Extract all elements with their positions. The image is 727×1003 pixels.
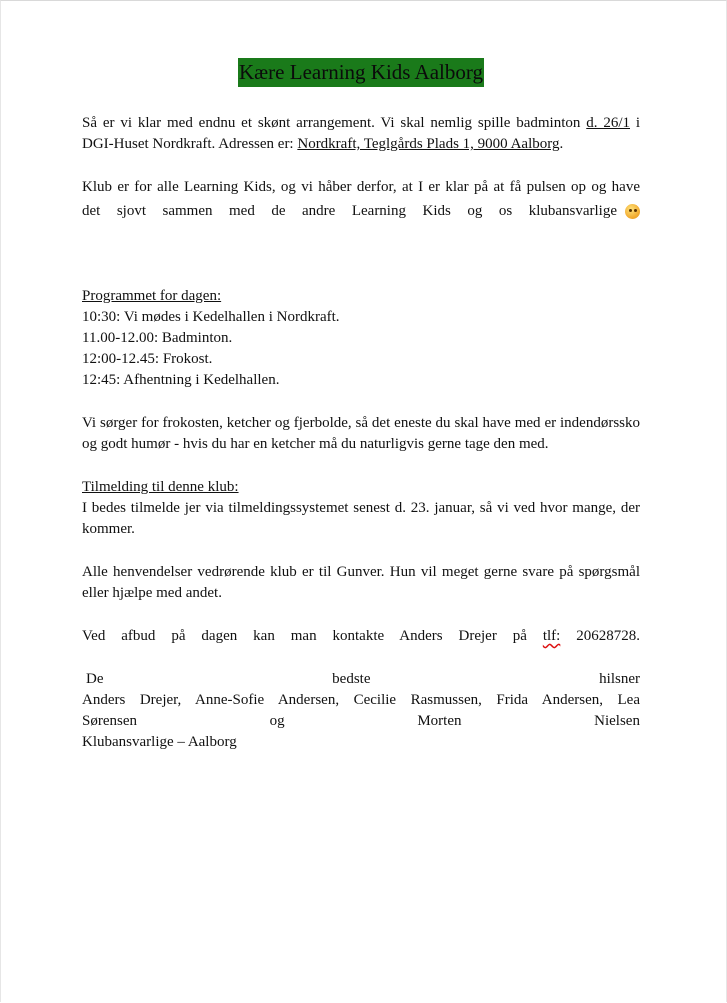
program-item: 10:30: Vi mødes i Kedelhallen i Nordkraft. xyxy=(82,309,340,325)
tlf-misspelling: tlf: xyxy=(542,628,561,644)
program-heading: Programmet for dagen: xyxy=(82,288,222,304)
club-line-2 xyxy=(82,201,640,222)
program-item: 11.00-12.00: Badminton. xyxy=(82,330,233,346)
bring-paragraph: Vi sørger for frokosten, ketcher og fjerbolde, så det eneste du skal have med er indendørssko og godt humør - hvis du har en ketcher må du naturligvis gerne tage den med. xyxy=(82,415,640,452)
club-line-1: Klub er for alle Learning Kids, og vi håber derfor, at I er klar på at få pulsen op og have xyxy=(82,179,640,195)
event-date: d. 26/1 xyxy=(586,115,630,131)
signup-heading: Tilmelding til denne klub: xyxy=(82,479,239,495)
closing-names-line-2: Sørensen og Morten Nielsen xyxy=(82,713,640,729)
intro-paragraph: Så er vi klar med endnu et skønt arrangement. Vi skal nemlig spille badminton d. 26/1 i DGI-Huset Nordkraft. Adressen er: Nordkraft, Teglgårds Plads 1, 9000 Aalborg. xyxy=(82,115,641,152)
program-item: 12:45: Afhentning i Kedelhallen. xyxy=(82,372,280,388)
signup-paragraph: I bedes tilmelde jer via tilmeldingssystemet senest d. 23. januar, så vi ved hvor mange, der kommer. xyxy=(82,500,640,537)
document-body xyxy=(82,58,640,753)
document-title: Kære Learning Kids Aalborg xyxy=(238,58,484,87)
smiley-emoji-icon xyxy=(625,204,640,219)
closing-names-line-1: Anders Drejer, Anne-Sofie Andersen, Cecilie Rasmussen, Frida Andersen, Lea xyxy=(82,692,640,708)
closing-greeting: De bedste hilsner xyxy=(86,671,640,687)
absence-paragraph: Ved afbud på dagen kan man kontakte Anders Drejer på tlf: 20628728. xyxy=(82,628,641,644)
event-address: Nordkraft, Teglgårds Plads 1, 9000 Aalborg xyxy=(297,136,560,152)
program-item: 12:00-12.45: Frokost. xyxy=(82,351,213,367)
closing-role: Klubansvarlige – Aalborg xyxy=(82,734,237,750)
club-line-2-text: det sjovt sammen med de andre Learning Kids og os klubansvarlige xyxy=(82,203,617,219)
contact-paragraph: Alle henvendelser vedrørende klub er til Gunver. Hun vil meget gerne svare på spørgsmål eller hjælpe med andet. xyxy=(82,564,640,601)
